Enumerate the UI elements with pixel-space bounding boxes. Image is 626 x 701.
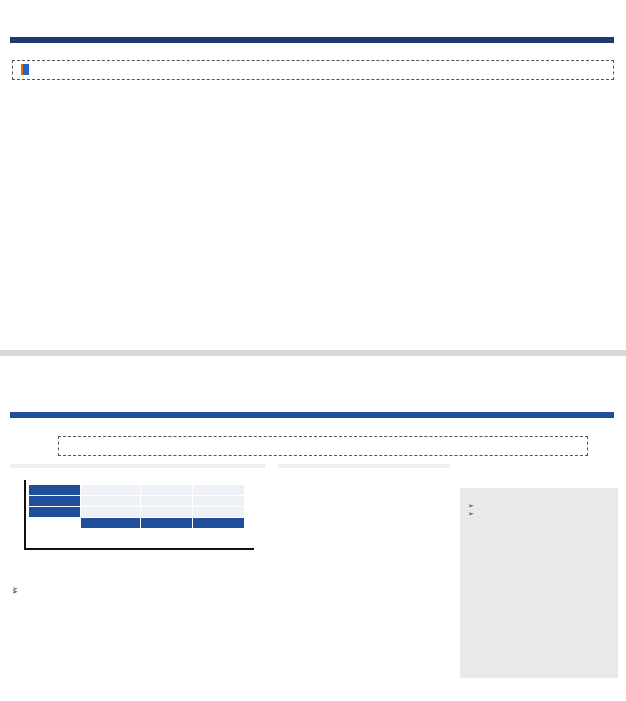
cell: [141, 496, 193, 507]
row-label: [29, 496, 81, 507]
chart-2-title: [278, 464, 450, 468]
cell: [141, 485, 193, 496]
cell: [193, 485, 245, 496]
slide-1-banner: [10, 37, 614, 43]
slide-1-summary-box: [12, 60, 614, 80]
slide-2-summary-box: [58, 436, 588, 456]
slide-2-banner: [10, 412, 614, 418]
slide-1: [0, 0, 626, 350]
slide-2-bullets: [12, 582, 267, 585]
col-label: [81, 518, 141, 529]
cell: [81, 507, 141, 518]
y-axis: [24, 480, 26, 550]
cell: [81, 496, 141, 507]
row-label: [29, 507, 81, 518]
premise-table: [28, 484, 245, 529]
cell: [193, 507, 245, 518]
slide-2: [0, 356, 626, 701]
side-summary: [460, 488, 618, 678]
table-row: [29, 485, 245, 496]
table-row: [29, 518, 245, 529]
chart-1-title: [10, 464, 265, 468]
bar-chart: [278, 480, 450, 680]
table-row: [29, 507, 245, 518]
cell: [81, 485, 141, 496]
cell: [193, 496, 245, 507]
table-row: [29, 496, 245, 507]
cell: [141, 507, 193, 518]
col-label: [141, 518, 193, 529]
row-label: [29, 485, 81, 496]
keyword-base: [27, 64, 29, 75]
col-label: [193, 518, 245, 529]
x-axis: [24, 548, 254, 550]
